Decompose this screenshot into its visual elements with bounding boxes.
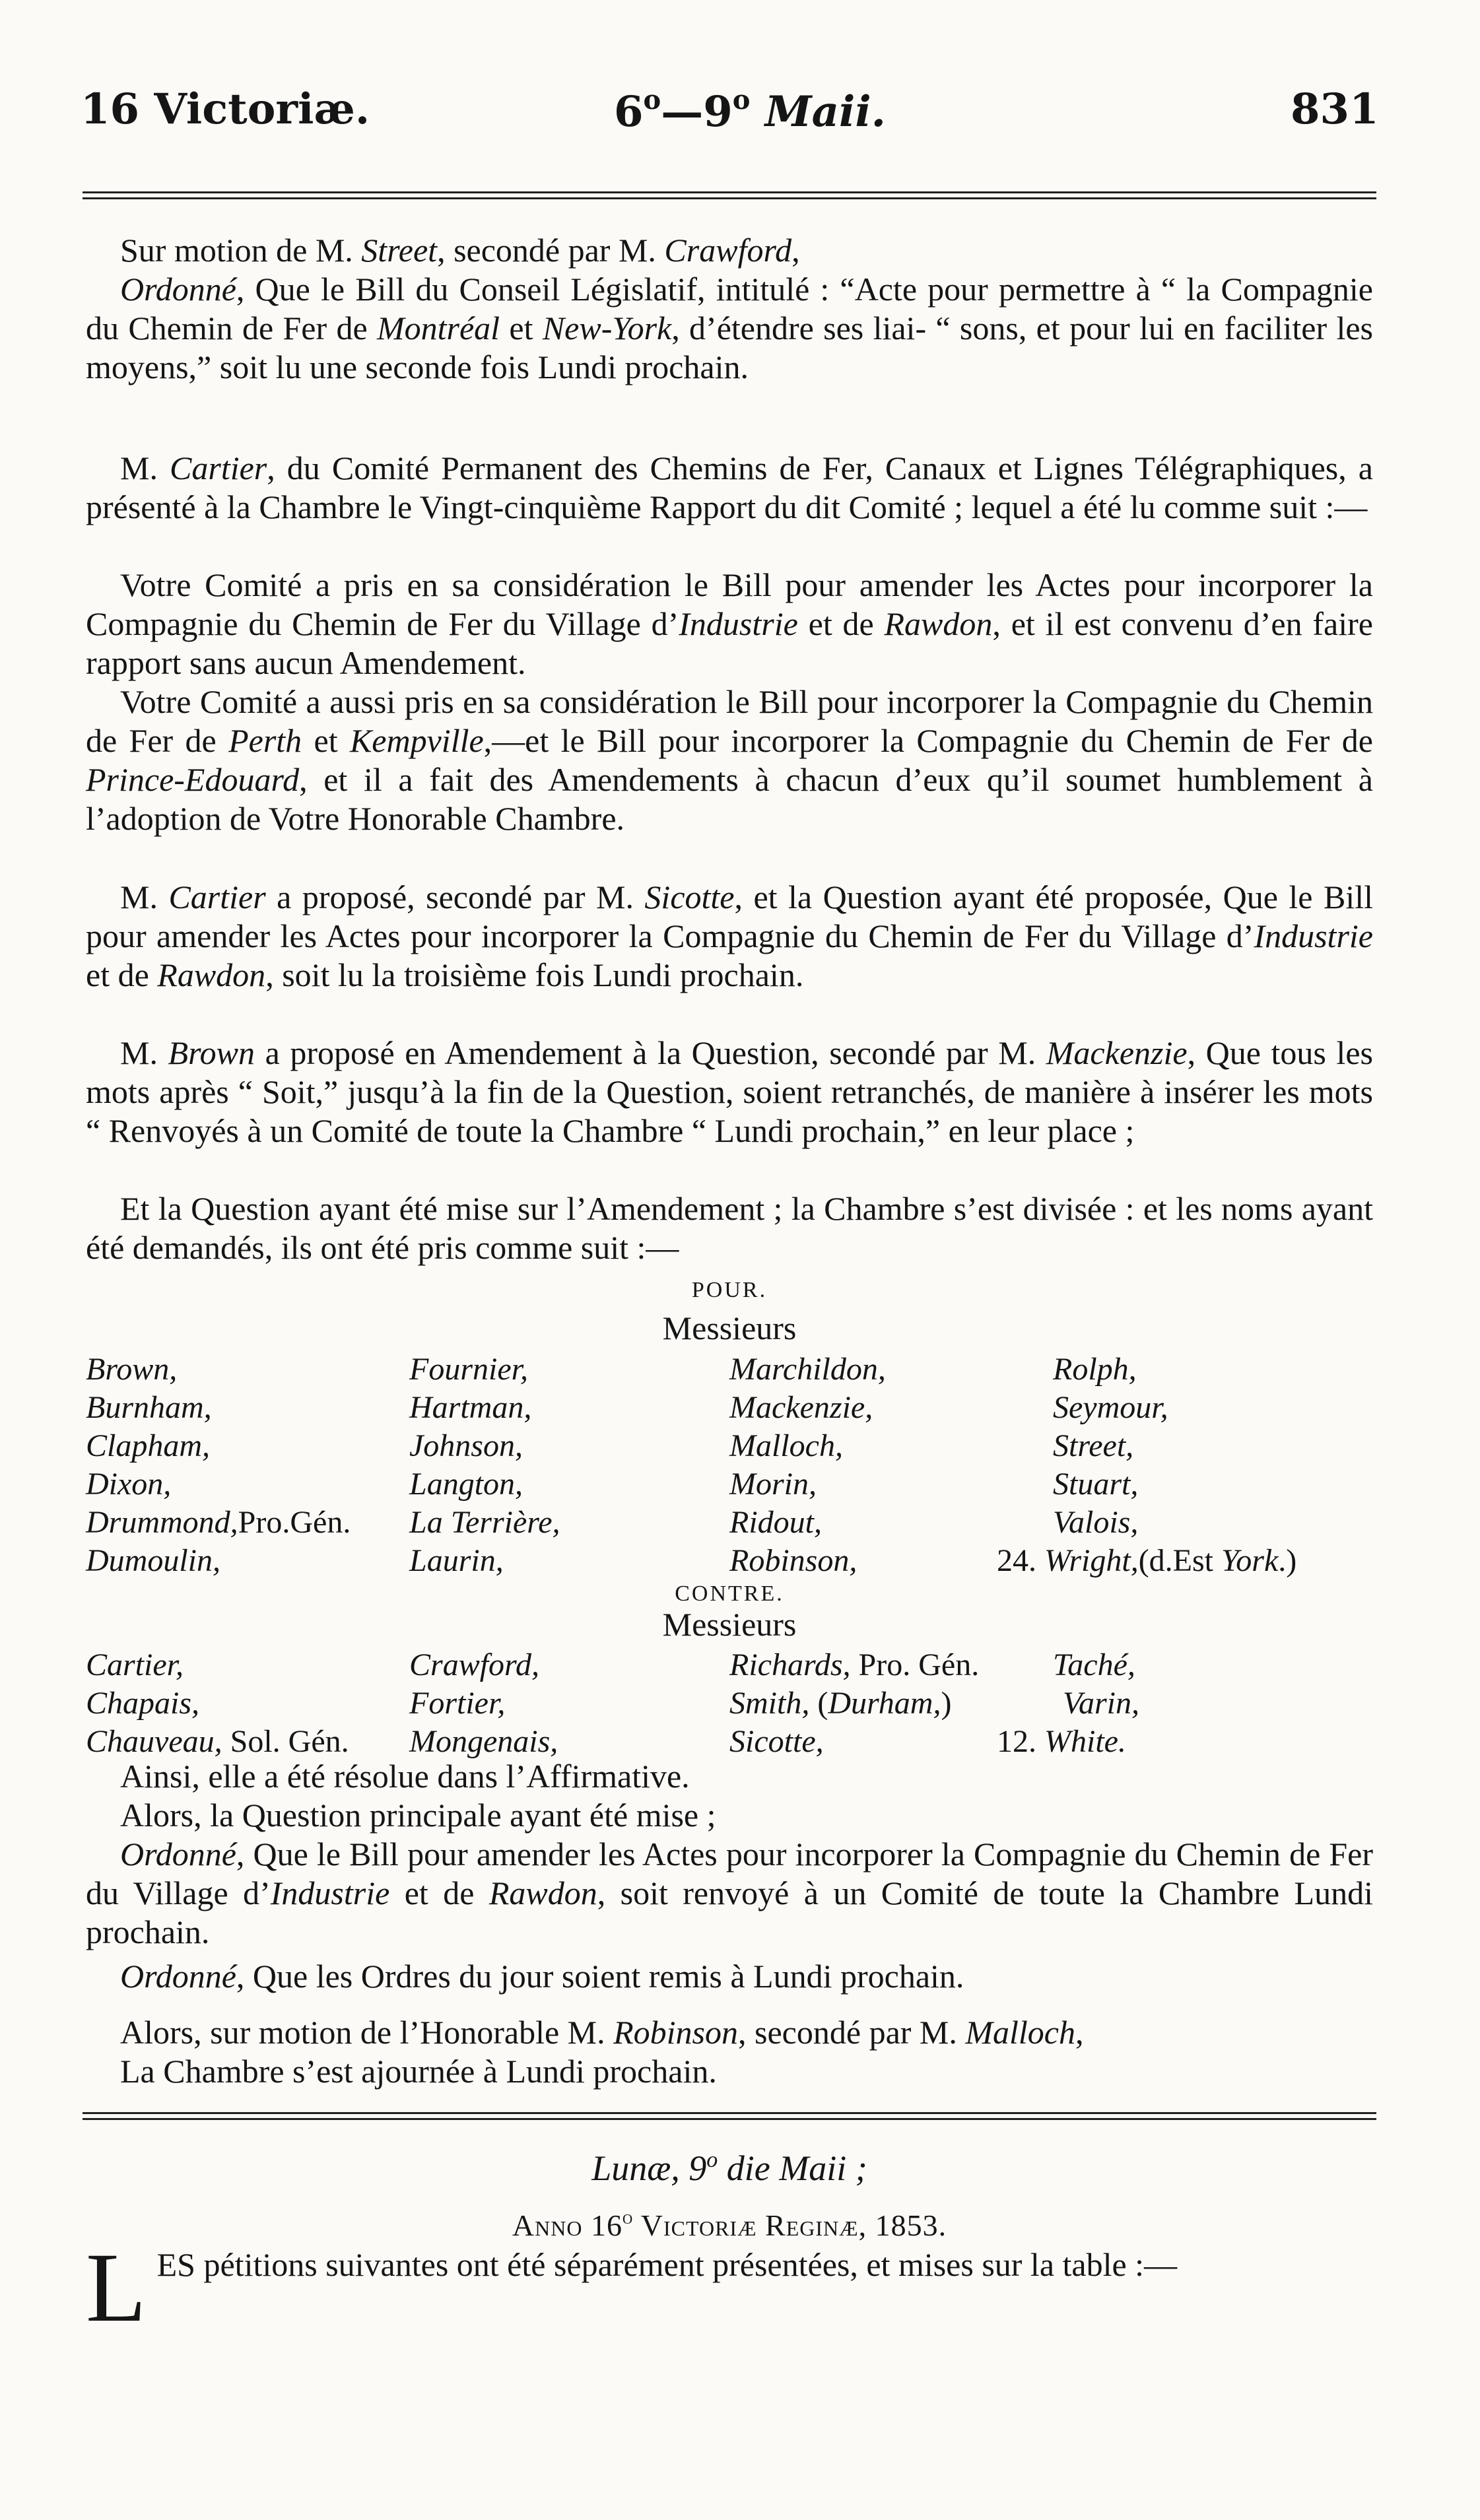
committee-paragraph-2: Votre Comité a aussi pris en sa considération le Bill pour incorporer la Compagnie du Chemin de Fer de Perth et Kempville,—et le Bill pour incorporer la Compagnie du Chemin de Fer de Prince-Edouard, et il a fait des Amendements à chacun d’eux qu’il soumet humblement à l’adoption de Votre Honorable Chambre. xyxy=(86,683,1373,837)
anno-heading: Anno 16$^o$ Victoriæ Reginæ, 1853. xyxy=(512,2206,947,2242)
motion-third-reading: M. Cartier a proposé, secondé par M. Sicotte, et la Question ayant été proposée, Que le Bill pour amender les Actes pour incorporer la Compagnie du Chemin de Fer du Village d’Industrie et de Rawdon, soit lu la troisième fois Lundi prochain. xyxy=(86,879,1373,993)
committee-paragraph-1: Votre Comité a pris en sa considération le Bill pour amender les Actes pour incorporer la Compagnie du Chemin de Fer du Village d’Industrie et de Rawdon, et il est convenu d’en faire rapport sans aucun Amendement. xyxy=(86,566,1373,681)
section-rule xyxy=(83,2112,1376,2120)
division-paragraph: Et la Question ayant été mise sur l’Amendement ; la Chambre s’est divisée : et les noms ayant été demandés, ils ont été pris comme suit :— xyxy=(86,1190,1373,1266)
referral-order-paragraph: Ordonné, Que le Bill pour amender les Actes pour incorporer la Compagnie du Chemin de Fer du Village d’Industrie et de Rawdon, soit renvoyé à un Comité de toute la Chambre Lundi prochain. xyxy=(86,1836,1373,1950)
list-row: Dixon, Langton, Morin, Stuart, xyxy=(86,1467,1139,1502)
header-rule xyxy=(83,191,1376,199)
adjourn-paragraph: La Chambre s’est ajournée à Lundi prochain. xyxy=(120,2053,717,2090)
page-number: 831 xyxy=(1291,84,1379,134)
drop-cap: L xyxy=(86,2233,147,2342)
pour-heading: POUR. xyxy=(691,1278,768,1302)
list-row: Clapham, Johnson, Malloch, Street, xyxy=(86,1428,1134,1463)
list-row: Dumoulin, Laurin, Robinson, 24. Wright,(d.Est York.) xyxy=(86,1543,1297,1578)
contre-messieurs: Messieurs xyxy=(662,1606,797,1643)
list-row: Drummond,Pro.Gén. La Terrière, Ridout, Valois, xyxy=(86,1505,1139,1540)
pour-list xyxy=(86,1350,1380,1580)
orders-paragraph: Ordonné, Que les Ordres du jour soient remis à Lundi prochain. xyxy=(120,1958,964,1995)
header-dates: 6$^o$—9$^o$ Maii. xyxy=(614,84,886,137)
list-row: Brown, Fournier, Marchildon, Rolph, xyxy=(86,1352,1137,1387)
list-row: Chauveau, Sol. Gén. Mongenais, Sicotte, 12. White. xyxy=(86,1724,1126,1759)
contre-list xyxy=(86,1646,1380,1761)
amendment-paragraph: M. Brown a proposé en Amendement à la Question, secondé par M. Mackenzie, Que tous les mots après “ Soit,” jusqu’à la fin de la Question, soient retranchés, de manière à insérer les mots “ Renvoyés à un Comité de toute la Chambre “ Lundi prochain,” en leur place ; xyxy=(86,1034,1373,1149)
list-row: Cartier, Crawford, Richards, Pro. Gén. Taché, xyxy=(86,1647,1135,1682)
section-date-heading: Lunæ, 9$^o$ die Maii ; xyxy=(591,2148,867,2188)
motion-paragraph: Sur motion de M. Street, secondé par M. Crawford, xyxy=(120,232,800,269)
adjourn-motion-paragraph: Alors, sur motion de l’Honorable M. Robinson, secondé par M. Malloch, xyxy=(120,2014,1084,2051)
list-row: Burnham, Hartman, Mackenzie, Seymour, xyxy=(86,1390,1168,1425)
order-paragraph: Ordonné, Que le Bill du Conseil Législatif, intitulé : “Acte pour permettre à “ la Compagnie du Chemin de Fer de Montréal et New-York, d’étendre ses liai- “ sons, et pour lui en faciliter les moyens,” soit lu une seconde fois Lundi prochain. xyxy=(86,271,1373,385)
report-paragraph: M. Cartier, du Comité Permanent des Chemins de Fer, Canaux et Lignes Télégraphiques, a présenté à la Chambre le Vingt-cinquième Rapport du dit Comité ; lequel a été lu comme suit :— xyxy=(86,449,1373,525)
petitions-paragraph: LES pétitions suivantes ont été séparément présentées, et mises sur la table :— xyxy=(86,2233,1178,2342)
running-header xyxy=(0,84,1480,144)
pour-messieurs: Messieurs xyxy=(662,1310,797,1346)
contre-heading: CONTRE. xyxy=(675,1581,784,1606)
result-paragraph: Ainsi, elle a été résolue dans l’Affirmative. xyxy=(120,1758,690,1795)
main-question-paragraph: Alors, la Question principale ayant été mise ; xyxy=(120,1797,716,1834)
header-left: 16 Victoriæ. xyxy=(81,84,370,134)
list-row: Chapais, Fortier, Smith, (Durham,) Varin, xyxy=(86,1686,1140,1721)
